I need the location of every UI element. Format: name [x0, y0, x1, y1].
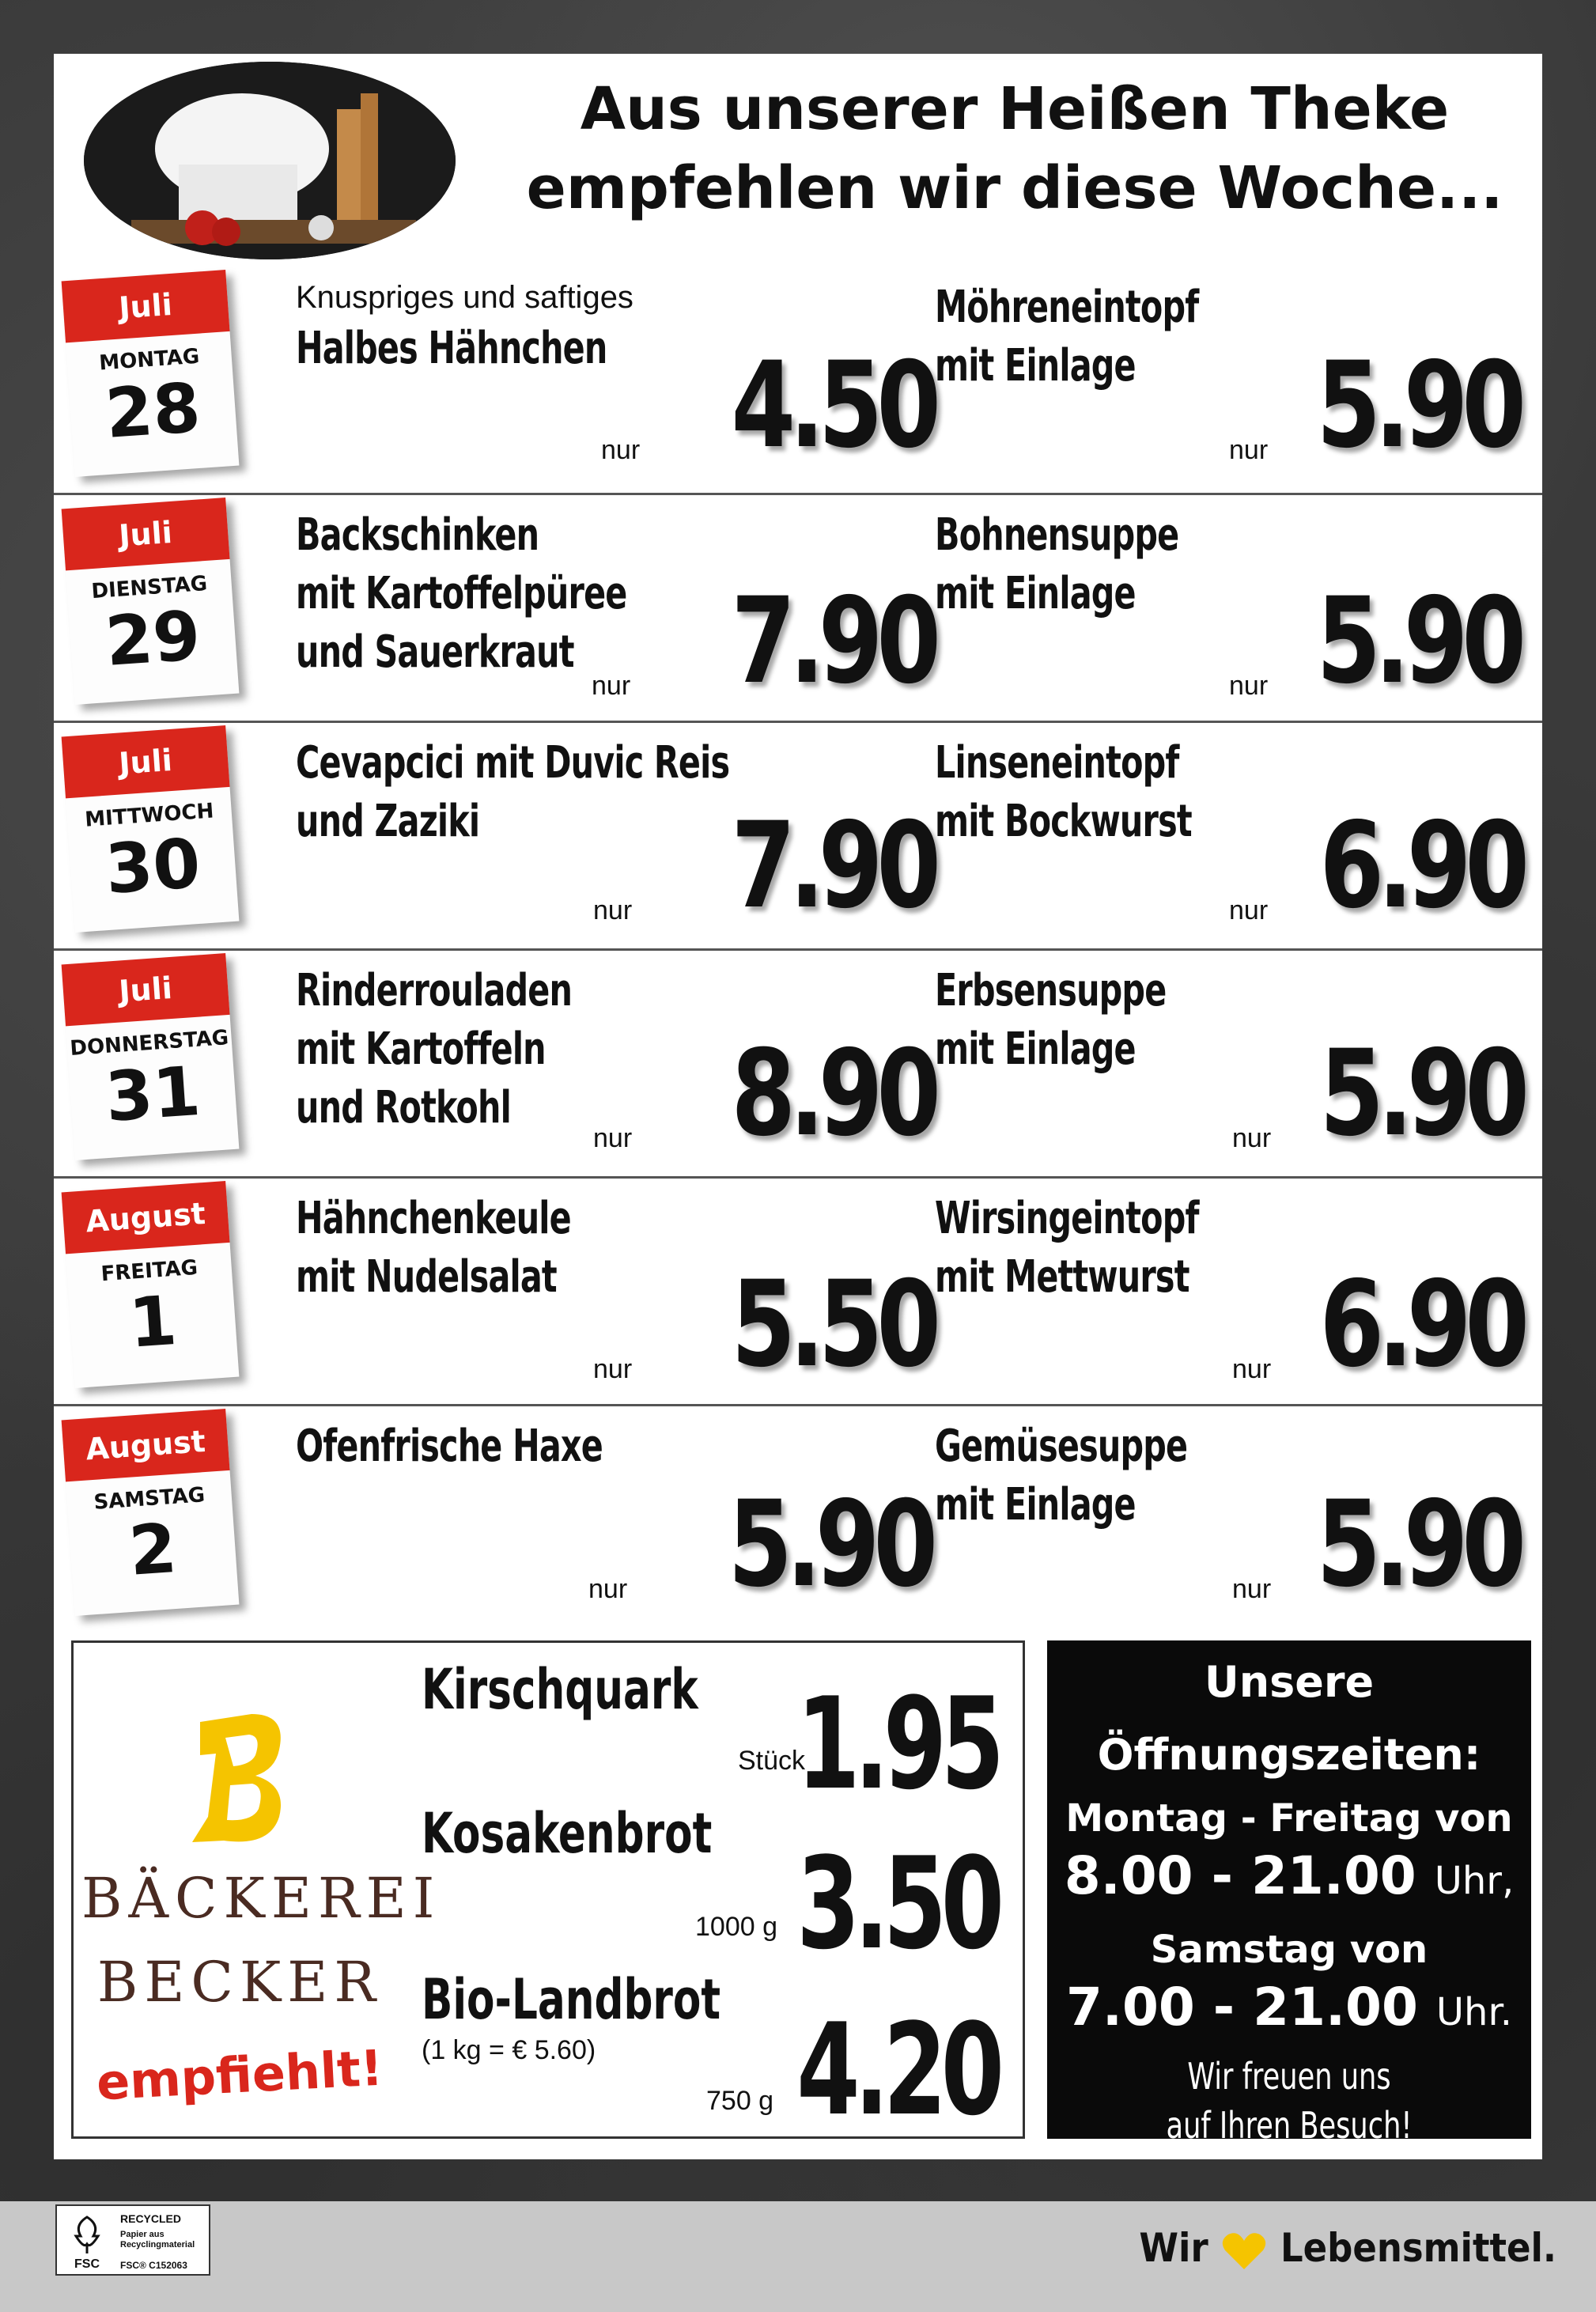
calendar-weekday: MONTAG [98, 344, 201, 376]
dish-line: Erbsensuppe [935, 965, 1167, 1016]
dish-left-price: 8.90 [731, 1025, 935, 1163]
dish-right-name [935, 962, 1166, 1079]
day-row-saturday [54, 1406, 1542, 1634]
calendar-month: August [62, 1409, 230, 1481]
day-row-monday [54, 267, 1542, 495]
calendar-month: Juli [62, 270, 230, 342]
dish-left-price: 4.50 [731, 337, 935, 475]
bakery-b-logo [176, 1706, 295, 1848]
bakery-item-unit: Stück [738, 1746, 806, 1776]
dish-left-price: 5.50 [731, 1256, 935, 1394]
calendar-month: August [62, 1181, 230, 1254]
hours-saturday [1047, 1976, 1531, 2044]
dish-right-price: 5.90 [1316, 573, 1520, 710]
dish-line: Wirsingeintopf [935, 1193, 1199, 1244]
hours-saturday-label: Samstag von [1150, 1928, 1428, 1972]
hours-title-line-1: Unsere [1204, 1657, 1375, 1707]
calendar-sheet [62, 953, 240, 1160]
dish-line: mit Kartoffeln [296, 1024, 546, 1075]
dish-left-name [296, 1417, 603, 1476]
heart-icon [1220, 2231, 1268, 2271]
footer-bar [0, 2201, 1596, 2312]
hours-weekday [1047, 1845, 1531, 1913]
headline [497, 70, 1533, 228]
nur-label: nur [1232, 1354, 1272, 1384]
bakery-item-unit: 1000 g [695, 1912, 777, 1942]
chef-hat-image [84, 62, 456, 259]
dish-line: mit Einlage [935, 1024, 1136, 1075]
dish-line: Linseneintopf [935, 737, 1179, 789]
dish-line: mit Mettwurst [935, 1251, 1189, 1303]
calendar-sheet [62, 725, 240, 933]
opening-hours-box [1047, 1640, 1531, 2147]
dish-left-price: 5.90 [728, 1476, 932, 1614]
calendar-weekday: DIENSTAG [90, 571, 209, 604]
hours-weekday-time: 8.00 - 21.00 [1064, 1845, 1416, 1906]
bakery-item-price: 3.50 [796, 1830, 999, 1977]
bakery-item-unit: 750 g [706, 2086, 774, 2116]
dish-line: Bohnensuppe [935, 509, 1179, 561]
dish-left-name [296, 320, 607, 378]
bakery-item-price: 1.95 [796, 1670, 999, 1818]
nur-label: nur [593, 1123, 633, 1153]
nur-label: nur [593, 895, 633, 925]
nur-label: nur [1232, 1574, 1272, 1604]
nur-label: nur [593, 1354, 633, 1384]
fsc-mark: FSC [74, 2257, 100, 2271]
calendar-sheet [62, 1409, 240, 1616]
fsc-code: FSC® C152063 [120, 2260, 187, 2271]
dish-right-price: 6.90 [1319, 1256, 1523, 1394]
bakery-name-line-1: BÄCKEREI [81, 1866, 441, 1931]
fsc-label: RECYCLED [120, 2212, 182, 2225]
calendar-month: Juli [62, 953, 230, 1026]
calendar-sheet [62, 498, 240, 705]
dish-line: Cevapcici mit Duvic Reis [296, 737, 730, 789]
dish-left-price: 7.90 [731, 573, 935, 710]
flyer-panel [54, 54, 1542, 2159]
dish-line: Rinderrouladen [296, 965, 573, 1016]
nur-label: nur [1229, 671, 1269, 701]
bakery-box [71, 1640, 1025, 2144]
day-row-tuesday [54, 495, 1542, 723]
dish-right-price: 5.90 [1319, 1025, 1523, 1163]
calendar-sheet [62, 1181, 240, 1388]
nur-label: nur [1232, 1123, 1272, 1153]
dish-right-name [935, 1190, 1199, 1307]
dish-line: mit Bockwurst [935, 796, 1192, 847]
dish-right-price: 6.90 [1319, 797, 1523, 935]
calendar-month: Juli [62, 498, 230, 570]
calendar-date: 1 [127, 1281, 180, 1364]
tagline-left: Wir [1139, 2225, 1208, 2271]
hours-saturday-time: 7.00 - 21.00 [1065, 1977, 1418, 2038]
bakery-item-name: Kirschquark [422, 1657, 698, 1722]
dish-right-name [935, 506, 1178, 623]
bakery-item-unit-price: (1 kg = € 5.60) [422, 2035, 596, 2065]
calendar-date: 2 [127, 1508, 180, 1591]
bakery-name-line-2: BECKER [96, 1950, 383, 2015]
dish-line: mit Nudelsalat [296, 1251, 557, 1303]
dish-right-name [935, 278, 1198, 395]
headline-line-2: empfehlen wir diese Woche... [526, 154, 1503, 222]
dish-line: mit Einlage [935, 568, 1136, 619]
calendar-weekday: DONNERSTAG [69, 1026, 230, 1061]
dish-left-name [296, 962, 572, 1137]
nur-label: nur [1229, 895, 1269, 925]
bakery-item-price: 4.20 [796, 1996, 999, 2144]
hours-weekday-uhr: Uhr, [1434, 1859, 1515, 1903]
nur-label: nur [1229, 435, 1269, 465]
calendar-date: 28 [103, 368, 203, 454]
calendar-date: 30 [103, 823, 203, 910]
calendar-sheet [62, 270, 240, 477]
dish-line: Möhreneintopf [935, 282, 1199, 333]
dish-right-price: 5.90 [1316, 337, 1520, 475]
dish-line: Ofenfrische Haxe [296, 1421, 603, 1472]
dish-intro: Knuspriges und saftiges [296, 280, 633, 315]
dish-line: Hähnchenkeule [296, 1193, 571, 1244]
calendar-weekday: MITTWOCH [84, 799, 215, 832]
nur-label: nur [601, 435, 641, 465]
dish-line: mit Einlage [935, 340, 1136, 392]
dish-left-name [296, 1190, 571, 1307]
calendar-weekday: FREITAG [100, 1255, 199, 1287]
calendar-weekday: SAMSTAG [93, 1483, 206, 1515]
bakery-item-name: Kosakenbrot [422, 1801, 713, 1866]
dish-line: und Zaziki [296, 796, 480, 847]
dish-right-price: 5.90 [1316, 1476, 1520, 1614]
fsc-recycled-label [55, 2204, 210, 2276]
tagline-right: Lebensmittel. [1280, 2225, 1556, 2271]
bakery-recommends: empfiehlt! [95, 2038, 384, 2112]
dish-right-name [935, 734, 1192, 851]
hours-note-line-2: auf Ihren Besuch! [1166, 2104, 1413, 2147]
dish-line: und Sauerkraut [296, 626, 574, 678]
calendar-month: Juli [62, 725, 230, 798]
dish-line: Halbes Hähnchen [296, 323, 607, 374]
hours-title-line-2: Öffnungszeiten: [1097, 1730, 1481, 1780]
hours-note-line-1: Wir freuen uns [1187, 2055, 1391, 2098]
dish-line: Backschinken [296, 509, 539, 561]
nur-label: nur [588, 1574, 628, 1604]
calendar-date: 31 [103, 1051, 203, 1137]
bakery-item-name: Bio-Landbrot [422, 1967, 721, 2032]
dish-left-name [296, 734, 729, 851]
day-row-wednesday [54, 723, 1542, 951]
headline-line-1: Aus unserer Heißen Theke [580, 75, 1450, 143]
nur-label: nur [592, 671, 631, 701]
calendar-date: 29 [103, 596, 203, 682]
dish-line: und Rotkohl [296, 1082, 511, 1133]
fsc-text: Papier aus Recyclingmaterial [120, 2230, 195, 2250]
dish-left-name [296, 506, 627, 682]
dish-left-price: 7.90 [731, 797, 935, 935]
hours-saturday-uhr: Uhr. [1435, 1990, 1513, 2034]
dish-right-name [935, 1417, 1187, 1534]
brand-tagline [1139, 2225, 1556, 2271]
dish-line: mit Kartoffelpüree [296, 568, 627, 619]
day-row-friday [54, 1179, 1542, 1406]
hours-weekday-label: Montag - Freitag von [1065, 1796, 1513, 1841]
dish-line: Gemüsesuppe [935, 1421, 1188, 1472]
fsc-tree-icon [63, 2212, 111, 2271]
day-row-thursday [54, 951, 1542, 1179]
dish-line: mit Einlage [935, 1479, 1136, 1531]
